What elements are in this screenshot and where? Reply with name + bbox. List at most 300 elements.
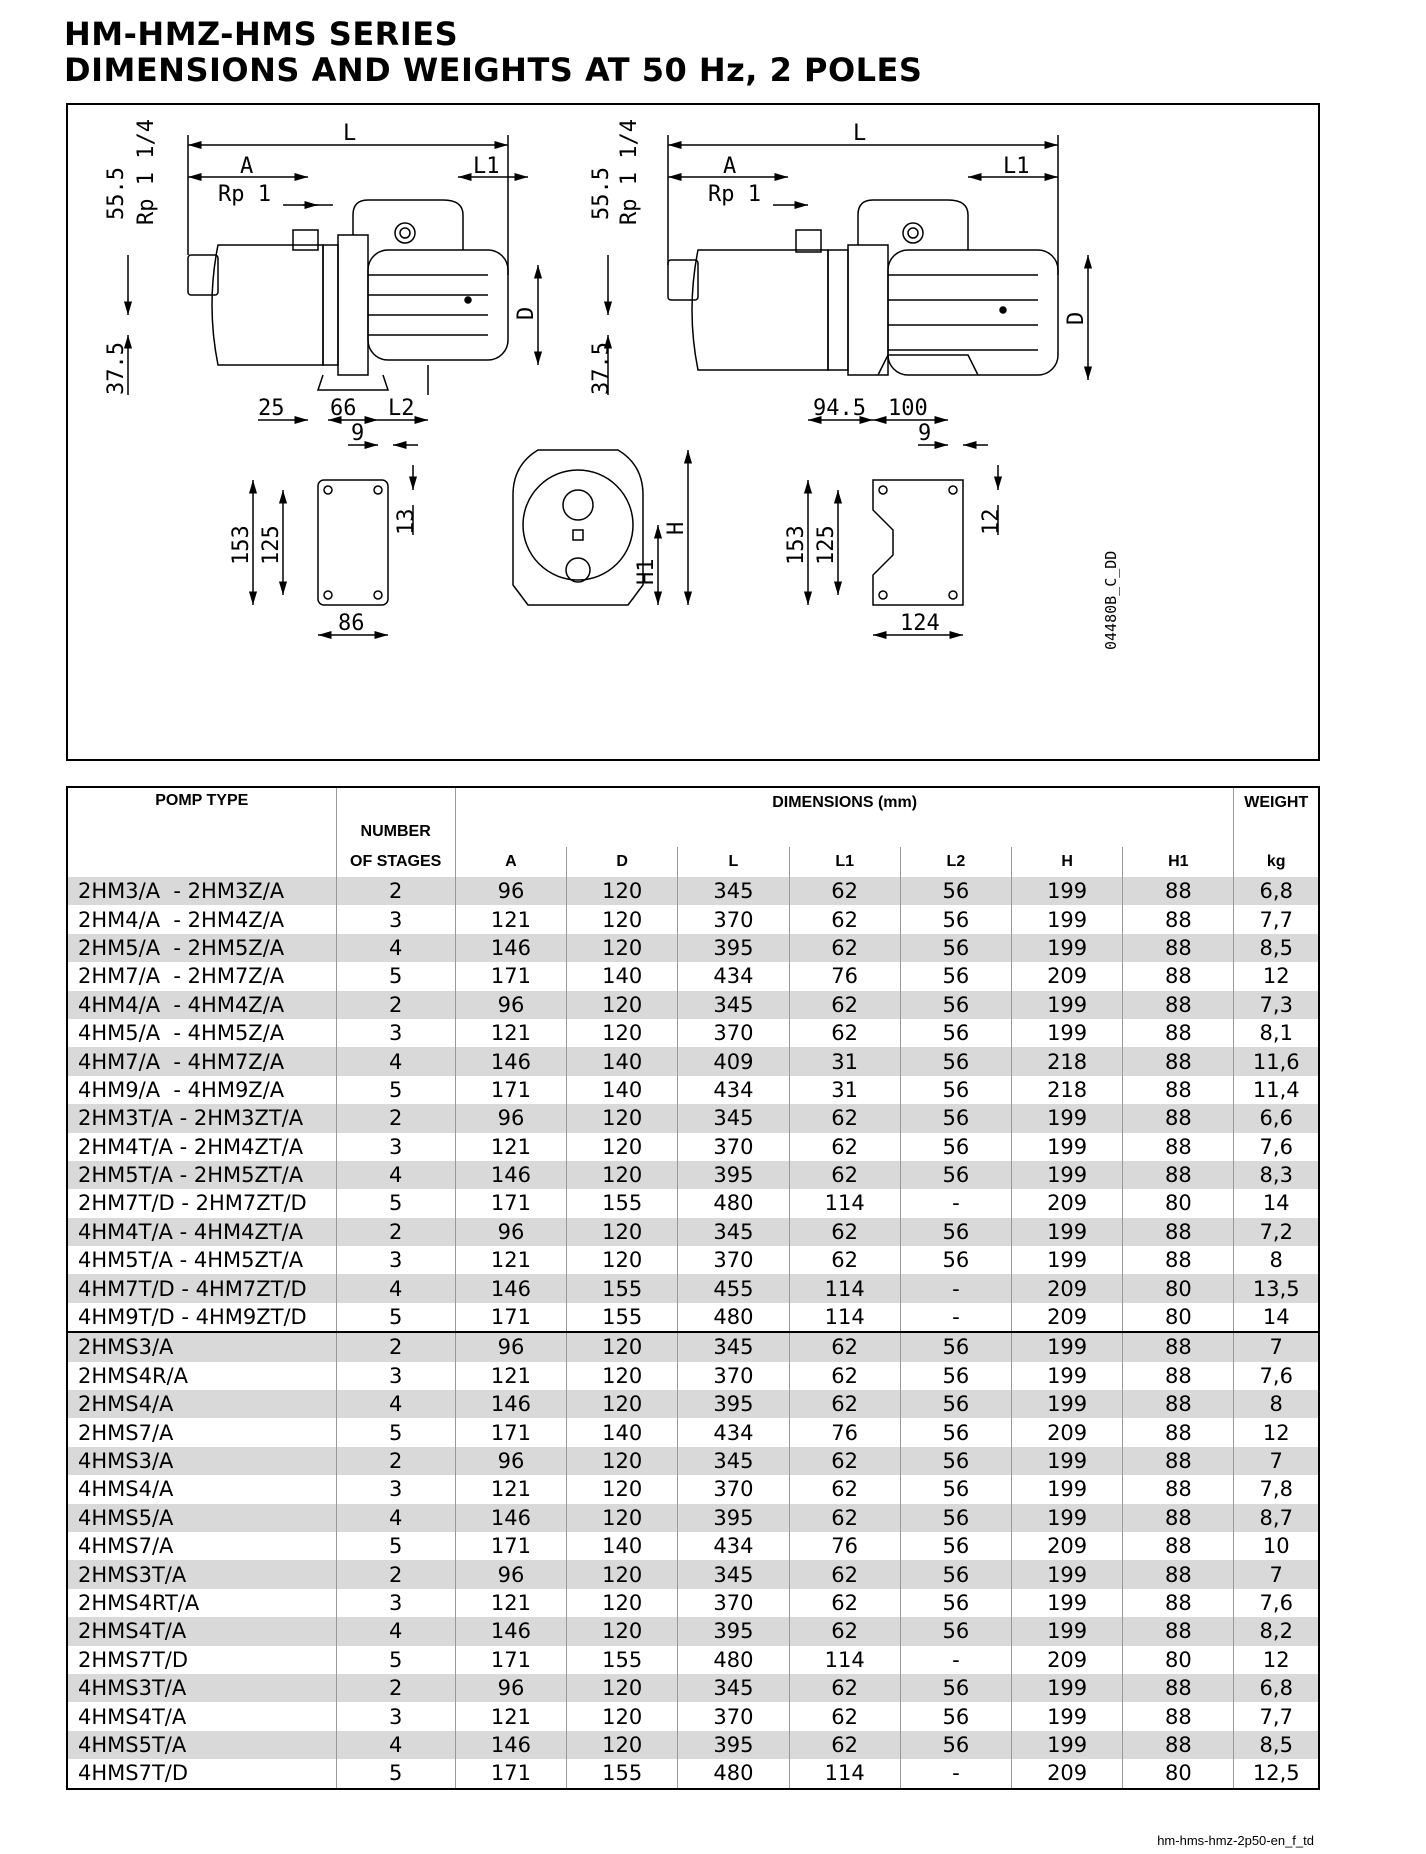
right-375-label: 37.5 <box>589 342 614 395</box>
table-cell: 3 <box>336 1475 455 1503</box>
table-cell: 434 <box>678 1418 789 1446</box>
table-cell: 7,8 <box>1234 1475 1319 1503</box>
table-cell: 11,6 <box>1234 1047 1319 1075</box>
table-cell: 5 <box>336 1418 455 1446</box>
table-cell: 395 <box>678 1390 789 1418</box>
base-right-153-label: 153 <box>784 525 809 565</box>
right-Rp1-label: Rp 1 <box>708 182 761 207</box>
cell-pump-type: 2HMS4T/A <box>67 1617 336 1645</box>
table-cell: 121 <box>455 1589 566 1617</box>
table-cell: 12 <box>1234 1418 1319 1446</box>
table-cell: 140 <box>567 1532 678 1560</box>
page-title <box>64 16 922 88</box>
table-cell: 56 <box>900 1076 1011 1104</box>
base-right-9-label: 9 <box>918 421 932 446</box>
table-cell: 7,6 <box>1234 1133 1319 1161</box>
table-cell: 120 <box>567 1390 678 1418</box>
cell-pump-type: 2HMS4RT/A <box>78 1590 200 1615</box>
table-cell: 62 <box>789 1246 900 1274</box>
table-cell: 56 <box>900 1731 1011 1759</box>
table-cell: 13,5 <box>1234 1274 1319 1302</box>
table-row <box>67 1133 1319 1161</box>
table-cell: - <box>900 1646 1011 1674</box>
table-cell: 6,6 <box>1234 1104 1319 1132</box>
table-cell: 120 <box>567 1731 678 1759</box>
table-cell: 62 <box>789 1447 900 1475</box>
table-cell: 120 <box>567 1674 678 1702</box>
table-cell: 62 <box>789 1161 900 1189</box>
table-cell: 199 <box>1012 1104 1123 1132</box>
cell-pump-type: 4HM7T/D - 4HM7ZT/D <box>67 1274 336 1302</box>
table-row <box>67 1104 1319 1132</box>
table-cell: 146 <box>455 1274 566 1302</box>
table-cell: 7,2 <box>1234 1218 1319 1246</box>
table-cell: 88 <box>1123 1076 1234 1104</box>
table-cell: 56 <box>900 1504 1011 1532</box>
table-cell: 171 <box>455 1418 566 1446</box>
table-cell: 395 <box>678 1161 789 1189</box>
cell-pump-type: 4HM4T/A - 4HM4ZT/A <box>67 1218 336 1246</box>
left-25-label: 25 <box>258 396 285 421</box>
table-cell: 140 <box>567 1418 678 1446</box>
right-100-label: 100 <box>888 396 928 421</box>
table-cell: 56 <box>900 1674 1011 1702</box>
table-cell: 10 <box>1234 1532 1319 1560</box>
cell-pump-type: 4HMS4T/A <box>78 1704 187 1729</box>
table-cell: 345 <box>678 1674 789 1702</box>
table-cell: 56 <box>900 1617 1011 1645</box>
table-cell: 62 <box>789 1104 900 1132</box>
table-cell: 120 <box>567 1504 678 1532</box>
table-cell: 62 <box>789 877 900 905</box>
table-cell: 62 <box>789 905 900 933</box>
table-cell: 56 <box>900 1475 1011 1503</box>
cell-pump-type: 4HMS7/A <box>78 1534 174 1559</box>
table-cell: 146 <box>455 1390 566 1418</box>
base-right-125-label: 125 <box>814 525 839 565</box>
table-cell: 121 <box>455 1702 566 1730</box>
table-cell: 140 <box>567 962 678 990</box>
table-cell: 3 <box>336 1589 455 1617</box>
table-cell: 3 <box>336 905 455 933</box>
table-cell: 480 <box>678 1303 789 1332</box>
table-cell: 62 <box>789 1133 900 1161</box>
header-stages-2: OF STAGES <box>336 847 455 877</box>
table-cell: 62 <box>789 1560 900 1588</box>
table-cell: 88 <box>1123 991 1234 1019</box>
table-cell: 480 <box>678 1646 789 1674</box>
table-cell: 199 <box>1012 1674 1123 1702</box>
table-cell: 395 <box>678 1731 789 1759</box>
table-cell: 345 <box>678 877 789 905</box>
table-cell: 88 <box>1123 905 1234 933</box>
table-cell: 140 <box>567 1076 678 1104</box>
cell-pump-type: 4HM7/A - 4HM7Z/A <box>67 1047 336 1075</box>
cell-pump-type: 2HM3T/A - 2HM3ZT/A <box>67 1104 336 1132</box>
table-cell: 4 <box>336 1617 455 1645</box>
table-cell: 2 <box>336 1560 455 1588</box>
header-kg: kg <box>1234 847 1319 877</box>
table-cell: 5 <box>336 962 455 990</box>
table-cell: 62 <box>789 1390 900 1418</box>
table-cell: 455 <box>678 1274 789 1302</box>
table-cell: 2 <box>336 1674 455 1702</box>
table-cell: 7,3 <box>1234 991 1319 1019</box>
table-cell: 370 <box>678 1702 789 1730</box>
table-cell: 88 <box>1123 962 1234 990</box>
table-cell: 120 <box>567 1617 678 1645</box>
cell-pump-type: 4HM5T/A - 4HM5ZT/A <box>78 1248 304 1273</box>
left-A-label: A <box>240 154 254 179</box>
table-cell: 3 <box>336 1702 455 1730</box>
table-cell: 199 <box>1012 1246 1123 1274</box>
table-cell: 56 <box>900 1047 1011 1075</box>
table-row <box>67 991 1319 1019</box>
dimensions-table <box>66 786 1320 1790</box>
table-cell: 6,8 <box>1234 877 1319 905</box>
table-cell: 5 <box>336 1303 455 1332</box>
table-cell: 171 <box>455 1646 566 1674</box>
table-cell: 56 <box>900 1246 1011 1274</box>
cell-pump-type: 4HMS3T/A <box>67 1674 336 1702</box>
cell-pump-type: 2HM7/A - 2HM7Z/A <box>78 964 285 989</box>
table-cell: 62 <box>789 1475 900 1503</box>
table-cell: 7 <box>1234 1332 1319 1361</box>
table-row <box>67 1390 1319 1418</box>
table-row <box>67 1076 1319 1104</box>
table-cell: 8,1 <box>1234 1019 1319 1047</box>
table-cell: 4 <box>336 1390 455 1418</box>
table-cell: 96 <box>455 1447 566 1475</box>
base-left-153-label: 153 <box>229 525 254 565</box>
table-cell: 56 <box>900 1019 1011 1047</box>
table-row <box>67 1047 1319 1075</box>
table-cell: 88 <box>1123 1560 1234 1588</box>
header-weight: WEIGHT <box>1234 787 1319 817</box>
table-cell: 2 <box>336 1447 455 1475</box>
left-Rp114-label: Rp 1 1/4 <box>134 119 159 225</box>
table-cell: 12 <box>1234 962 1319 990</box>
table-cell: 88 <box>1123 1674 1234 1702</box>
table-cell: 209 <box>1012 1274 1123 1302</box>
table-cell: 56 <box>900 1390 1011 1418</box>
cell-pump-type: 2HMS4/A <box>67 1390 336 1418</box>
left-L-label: L <box>343 121 357 146</box>
right-L1-label: L1 <box>1003 154 1030 179</box>
table-cell: 171 <box>455 1532 566 1560</box>
table-cell: 345 <box>678 1560 789 1588</box>
table-cell: - <box>900 1274 1011 1302</box>
table-cell: 209 <box>1012 962 1123 990</box>
table-cell: 8,5 <box>1234 1731 1319 1759</box>
table-cell: 171 <box>455 1189 566 1217</box>
table-cell: 218 <box>1012 1047 1123 1075</box>
table-cell: 114 <box>789 1303 900 1332</box>
header-pump-type: POMP TYPE <box>155 792 249 809</box>
table-cell: 3 <box>336 1362 455 1390</box>
base-right-12-label: 12 <box>979 508 1004 535</box>
table-cell: 14 <box>1234 1189 1319 1217</box>
header-stages-blank <box>336 787 455 817</box>
base-left-13-label: 13 <box>394 508 419 535</box>
table-cell: 370 <box>678 1019 789 1047</box>
table-cell: 209 <box>1012 1646 1123 1674</box>
table-cell: 88 <box>1123 1418 1234 1446</box>
table-row <box>67 1218 1319 1246</box>
table-cell: 96 <box>455 1218 566 1246</box>
table-cell: 76 <box>789 962 900 990</box>
drawing-code: 04480B_C_DD <box>1102 550 1120 650</box>
table-cell: 62 <box>789 1731 900 1759</box>
table-row <box>67 1189 1319 1217</box>
table-cell: 114 <box>789 1189 900 1217</box>
table-cell: 56 <box>900 1104 1011 1132</box>
table-cell: 2 <box>336 877 455 905</box>
table-row <box>67 1161 1319 1189</box>
table-cell: 8,3 <box>1234 1161 1319 1189</box>
table-cell: 345 <box>678 1447 789 1475</box>
table-cell: 120 <box>567 1589 678 1617</box>
table-cell: 120 <box>567 1218 678 1246</box>
table-cell: 88 <box>1123 1332 1234 1361</box>
table-row <box>67 1731 1319 1759</box>
table-cell: 155 <box>567 1189 678 1217</box>
table-cell: 146 <box>455 934 566 962</box>
table-cell: 80 <box>1123 1189 1234 1217</box>
table-cell: 88 <box>1123 1532 1234 1560</box>
table-cell: 120 <box>567 1019 678 1047</box>
table-cell: 88 <box>1123 1702 1234 1730</box>
table-cell: 199 <box>1012 1218 1123 1246</box>
table-cell: 2 <box>336 1104 455 1132</box>
table-cell: 2 <box>336 1218 455 1246</box>
table-cell: 146 <box>455 1617 566 1645</box>
table-row <box>67 1617 1319 1645</box>
table-cell: 114 <box>789 1646 900 1674</box>
table-cell: 121 <box>455 905 566 933</box>
table-cell: 370 <box>678 1246 789 1274</box>
table-cell: 120 <box>567 991 678 1019</box>
left-L1-label: L1 <box>473 154 500 179</box>
table-cell: 120 <box>567 1447 678 1475</box>
table-cell: 12 <box>1234 1646 1319 1674</box>
table-row <box>67 1475 1319 1503</box>
table-cell: 114 <box>789 1274 900 1302</box>
table-cell: 209 <box>1012 1189 1123 1217</box>
table-cell: 4 <box>336 934 455 962</box>
table-cell: 88 <box>1123 877 1234 905</box>
table-cell: 370 <box>678 1133 789 1161</box>
cell-pump-type: 2HM3/A - 2HM3Z/A <box>67 877 336 905</box>
table-cell: 88 <box>1123 1161 1234 1189</box>
table-cell: 96 <box>455 877 566 905</box>
table-cell: 80 <box>1123 1274 1234 1302</box>
table-cell: 370 <box>678 1362 789 1390</box>
table-cell: 155 <box>567 1646 678 1674</box>
table-cell: 2 <box>336 991 455 1019</box>
right-Rp114-label: Rp 1 1/4 <box>617 119 642 225</box>
table-cell: 62 <box>789 1218 900 1246</box>
table-row <box>67 1303 1319 1332</box>
table-cell: 120 <box>567 1560 678 1588</box>
cell-pump-type: 2HMS4R/A <box>78 1363 188 1388</box>
table-cell: 62 <box>789 1504 900 1532</box>
header-col-D: D <box>567 847 678 877</box>
table-cell: 120 <box>567 1362 678 1390</box>
table-cell: 218 <box>1012 1076 1123 1104</box>
table-cell: 7,6 <box>1234 1362 1319 1390</box>
table-cell: 56 <box>900 1560 1011 1588</box>
cell-pump-type: 2HMS7/A <box>78 1420 174 1445</box>
table-cell: 88 <box>1123 1504 1234 1532</box>
base-left-9-label: 9 <box>351 421 365 446</box>
table-cell: 56 <box>900 877 1011 905</box>
cell-pump-type: 2HM4T/A - 2HM4ZT/A <box>78 1134 304 1159</box>
cell-pump-type: 4HMS7T/D <box>78 1761 189 1786</box>
table-cell: 345 <box>678 991 789 1019</box>
cell-pump-type: 4HMS3/A <box>67 1447 336 1475</box>
table-cell: 199 <box>1012 934 1123 962</box>
table-cell: 8,5 <box>1234 934 1319 962</box>
table-cell: 56 <box>900 905 1011 933</box>
table-cell: 8,7 <box>1234 1504 1319 1532</box>
table-cell: 120 <box>567 934 678 962</box>
header-weight-spacer <box>1234 817 1319 847</box>
dimension-labels <box>104 119 1120 650</box>
table-cell: 56 <box>900 1532 1011 1560</box>
table-cell: 4 <box>336 1731 455 1759</box>
table-cell: 96 <box>455 991 566 1019</box>
table-cell: 155 <box>567 1303 678 1332</box>
table-cell: 120 <box>567 1332 678 1361</box>
cell-pump-type: 4HMS5/A <box>67 1504 336 1532</box>
table-cell: 8 <box>1234 1390 1319 1418</box>
table-cell: 199 <box>1012 1390 1123 1418</box>
table-cell: 88 <box>1123 1104 1234 1132</box>
table-cell: 76 <box>789 1418 900 1446</box>
table-cell: 121 <box>455 1475 566 1503</box>
table-cell: 62 <box>789 1702 900 1730</box>
base-left-125-label: 125 <box>259 525 284 565</box>
table-cell: 56 <box>900 1161 1011 1189</box>
header-col-H: H <box>1012 847 1123 877</box>
table-cell: 62 <box>789 1019 900 1047</box>
header-col-L1: L1 <box>789 847 900 877</box>
table-cell: 56 <box>900 1447 1011 1475</box>
table-cell: - <box>900 1759 1011 1788</box>
table-row <box>67 1532 1319 1560</box>
table-cell: 88 <box>1123 1447 1234 1475</box>
table-cell: 7,7 <box>1234 905 1319 933</box>
table-cell: 56 <box>900 991 1011 1019</box>
cell-pump-type: 2HM5T/A - 2HM5ZT/A <box>67 1161 336 1189</box>
table-row <box>67 962 1319 990</box>
table-cell: - <box>900 1303 1011 1332</box>
drawing-svg <box>68 105 1318 759</box>
table-cell: 121 <box>455 1246 566 1274</box>
table-cell: 7,6 <box>1234 1589 1319 1617</box>
table-row <box>67 1702 1319 1730</box>
cell-pump-type: 2HMS3T/A <box>67 1560 336 1588</box>
header-col-L: L <box>678 847 789 877</box>
table-cell: 2 <box>336 1332 455 1361</box>
header-col-L2: L2 <box>900 847 1011 877</box>
header-col-H1: H1 <box>1123 847 1234 877</box>
table-cell: 88 <box>1123 934 1234 962</box>
table-row <box>67 1246 1319 1274</box>
table-row <box>67 1332 1319 1361</box>
cell-pump-type: 4HM9/A - 4HM9Z/A <box>78 1077 285 1102</box>
left-66-label: 66 <box>330 396 357 421</box>
table-row <box>67 1674 1319 1702</box>
table-cell: 6,8 <box>1234 1674 1319 1702</box>
table-cell: 3 <box>336 1246 455 1274</box>
table-cell: 88 <box>1123 1475 1234 1503</box>
front-view <box>513 450 688 605</box>
table-cell: 199 <box>1012 1617 1123 1645</box>
table-cell: 209 <box>1012 1532 1123 1560</box>
right-945-label: 94.5 <box>813 396 866 421</box>
table-cell: 146 <box>455 1047 566 1075</box>
table-cell: 96 <box>455 1674 566 1702</box>
table-cell: 199 <box>1012 1447 1123 1475</box>
table-cell: 171 <box>455 1759 566 1788</box>
table-cell: 76 <box>789 1532 900 1560</box>
cell-pump-type: 2HMS7T/D <box>78 1647 189 1672</box>
table-cell: 345 <box>678 1104 789 1132</box>
table-cell: 3 <box>336 1019 455 1047</box>
table-cell: 434 <box>678 1532 789 1560</box>
table-cell: 395 <box>678 1504 789 1532</box>
table-cell: 62 <box>789 991 900 1019</box>
table-cell: 370 <box>678 905 789 933</box>
table-cell: 11,4 <box>1234 1076 1319 1104</box>
table-cell: 120 <box>567 905 678 933</box>
table-cell: 88 <box>1123 1133 1234 1161</box>
table-row <box>67 1560 1319 1588</box>
header-dimensions: DIMENSIONS (mm) <box>455 787 1234 817</box>
footer-code: hm-hms-hmz-2p50-en_f_td <box>1157 1833 1314 1848</box>
table-cell: 370 <box>678 1589 789 1617</box>
table-cell: 171 <box>455 1303 566 1332</box>
right-L-label: L <box>853 121 867 146</box>
table-cell: 120 <box>567 1475 678 1503</box>
table-cell: 62 <box>789 1362 900 1390</box>
table-cell: 14 <box>1234 1303 1319 1332</box>
table-cell: 12,5 <box>1234 1759 1319 1788</box>
cell-pump-type: 4HMS5T/A <box>67 1731 336 1759</box>
table-cell: 5 <box>336 1646 455 1674</box>
table-cell: 88 <box>1123 1218 1234 1246</box>
table-cell: 120 <box>567 1246 678 1274</box>
table-cell: 7,7 <box>1234 1702 1319 1730</box>
table-cell: 56 <box>900 1418 1011 1446</box>
table-cell: 5 <box>336 1532 455 1560</box>
right-A-label: A <box>723 154 737 179</box>
table-cell: 88 <box>1123 1589 1234 1617</box>
cell-pump-type: 4HM9T/D - 4HM9ZT/D <box>78 1305 307 1330</box>
left-375-label: 37.5 <box>104 342 129 395</box>
table-cell: 96 <box>455 1332 566 1361</box>
table-cell: 434 <box>678 962 789 990</box>
table-row <box>67 905 1319 933</box>
cell-pump-type: 2HMS3/A <box>67 1332 336 1361</box>
left-555-label: 55.5 <box>104 167 129 220</box>
table-cell: 8,2 <box>1234 1617 1319 1645</box>
table-cell: 88 <box>1123 1390 1234 1418</box>
cell-pump-type: 4HMS4/A <box>78 1477 174 1502</box>
table-cell: 56 <box>900 1702 1011 1730</box>
